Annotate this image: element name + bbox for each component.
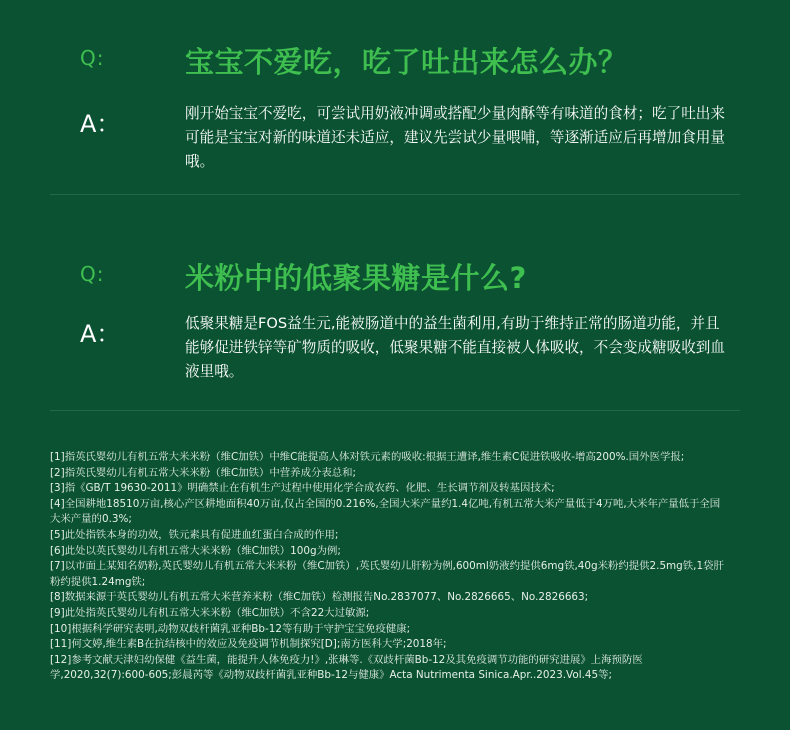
reference-item: [5]此处指铁本身的功效，铁元素具有促进血红蛋白合成的作用; [50,528,339,541]
reference-item: [9]此处指英氏婴幼儿有机五常大米米粉（维C加铁）不含22大过敏源; [50,606,370,619]
question-title: 米粉中的低聚果糖是什么? [185,261,527,295]
reference-item: [10]根据科学研究表明,动物双歧杆菌乳亚种Bb-12等有助于守护宝宝免疫健康; [50,622,411,635]
answer-marker: A： [80,320,121,348]
answer-text: 低聚果糖是FOS益生元,能被肠道中的益生菌利用,有助于维持正常的肠道功能，并且能够促进铁锌等矿物质的吸收，低聚果糖不能直接被人体吸收，不会变成糖吸收到血液里哦。 [185,315,725,380]
references [50,450,730,684]
reference-item: [4]全国耕地18510万亩,核心产区耕地面积40万亩,仅占全国的0.216%,全国大米产量约1.4亿吨,有机五常大米产量低于4万吨,大米年产量低于全国大米产量的0.3%; [50,497,721,526]
question-marker: Q: [80,262,105,286]
reference-item: [3]指《GB/T 19630-2011》明确禁止在有机生产过程中使用化学合成农药、化肥、生长调节剂及转基因技术; [50,482,555,495]
reference-item: [2]指英氏婴幼儿有机五常大米米粉（维C加铁）中营养成分表总和; [50,466,357,479]
answer-marker: A： [80,110,121,138]
reference-item: [1]指英氏婴幼儿有机五常大米米粉（维C加铁）中维C能提高人体对铁元素的吸收:根据王遭译,维生素C促进铁吸收-增高200%.国外医学报; [50,451,685,463]
reference-item: [11]何文婷,维生素B在抗结核中的效应及免疫调节机制探究[D];南方医科大学;2018年; [50,638,447,651]
section-divider [50,194,740,195]
question-title: 宝宝不爱吃，吃了吐出来怎么办？ [185,45,628,79]
reference-item: [7]以市面上某知名奶粉,英氏婴幼儿有机五常大米米粉（维C加铁）,英氏婴幼儿肝粉为例,600ml奶液约提供6mg铁,40g米粉约提供2.5mg铁,1袋肝粉约提供1.24mg铁; [50,560,724,588]
reference-item: [8]数据来源于英氏婴幼儿有机五常大米营养米粉（维C加铁）检测报告No.2837077、No.2826665、No.2826663; [50,591,589,604]
reference-item: [6]此处以英氏婴幼儿有机五常大米米粉（维C加铁）100g为例; [50,544,341,557]
section-divider [50,410,740,411]
question-marker: Q: [80,46,105,70]
reference-item: [12]参考文献天津妇幼保健《益生菌，能提升人体免疫力!》,张琳等.《双歧杆菌Bb-12及其免疫调节功能的研究进展》上海预防医学,2020,32(7):600-605;彭晨芮等《动物双歧杆菌乳亚种Bb-12与健康》Acta Nutrimenta Sinica.Apr..2023.Vol.45等; [50,653,643,682]
answer-text: 刚开始宝宝不爱吃，可尝试用奶液冲调或搭配少量肉酥等有味道的食材；吃了吐出来可能是宝宝对新的味道还未适应，建议先尝试少量喂哺，等逐渐适应后再增加食用量哦。 [185,105,725,170]
